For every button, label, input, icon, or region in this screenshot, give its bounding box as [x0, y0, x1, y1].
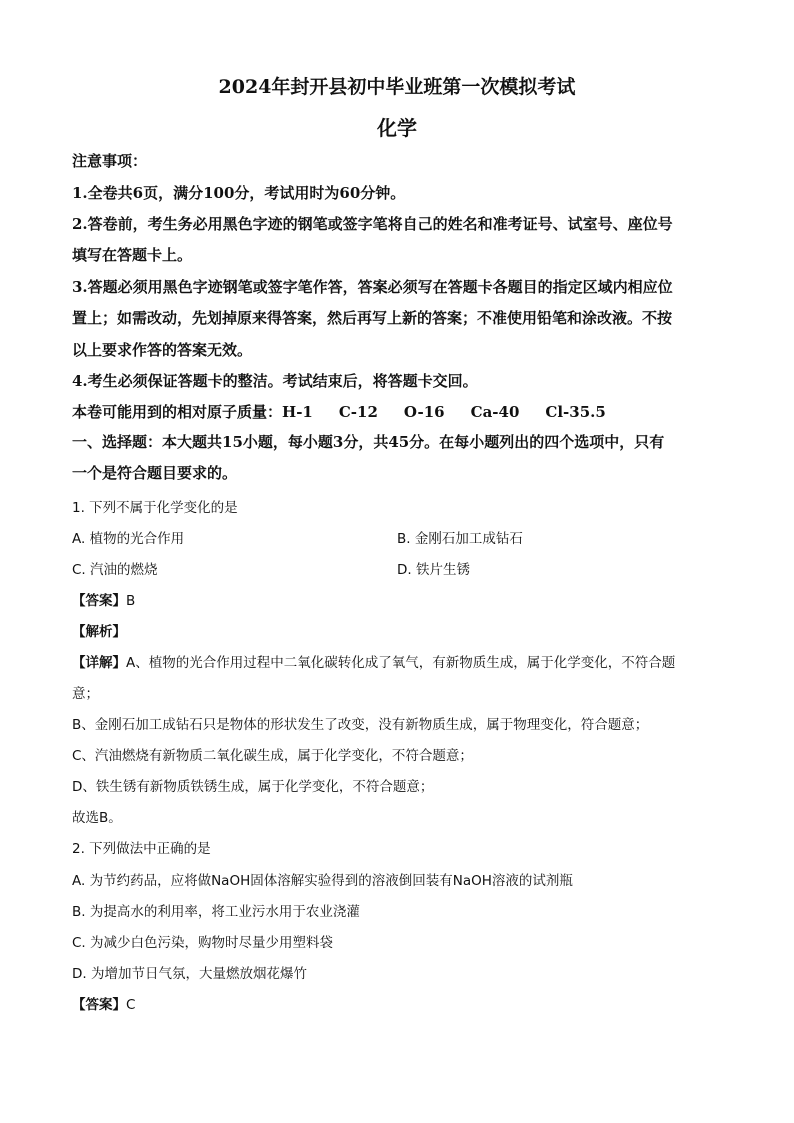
subject-title: 化学 — [377, 116, 417, 140]
mass-o: O-16 — [403, 403, 445, 421]
q1-option-d: D. 铁片生锈 — [397, 562, 470, 578]
q2-option-b: B. 为提高水的利用率，将工业污水用于农业浇灌 — [72, 904, 360, 920]
mass-c: C-12 — [338, 403, 378, 421]
q2-stem: 2. 下列做法中正确的是 — [72, 841, 211, 857]
notice-item-2-cont: 填写在答题卡上。 — [72, 246, 193, 264]
notice-item-1: 1.全卷共6页，满分100分，考试用时为60分钟。 — [72, 184, 406, 202]
q2-answer — [72, 993, 135, 1013]
q1-stem: 1. 下列不属于化学变化的是 — [72, 500, 238, 516]
notice-item-3: 3.答题必须用黑色字迹钢笔或签字笔作答，答案必须写在答题卡各题目的指定区域内相应位 — [72, 278, 673, 296]
q1-analysis — [72, 620, 126, 640]
q1-detail-5: D、铁生锈有新物质铁锈生成，属于化学变化，不符合题意； — [72, 779, 434, 795]
section1-heading: 一、选择题：本大题共15小题，每小题3分，共45分。在每小题列出的四个选项中，只有 — [72, 433, 665, 451]
notice-item-3-cont-1: 置上；如需改动，先划掉原来得答案，然后再写上新的答案；不准使用铅笔和涂改液。不按 — [72, 309, 673, 327]
q1-detail-text-1: A、植物的光合作用过程中二氧化碳转化成了氧气，有新物质生成，属于化学变化，不符合题 — [126, 655, 676, 671]
q1-option-a: A. 植物的光合作用 — [72, 531, 185, 547]
q2-answer-value: C — [126, 997, 136, 1013]
q2-option-a: A. 为节约药品，应将做NaOH固体溶解实验得到的溶液倒回装有NaOH溶液的试剂瓶 — [72, 873, 573, 889]
q1-detail-4: C、汽油燃烧有新物质二氧化碳生成，属于化学变化，不符合题意； — [72, 748, 473, 764]
notice-item-2: 2.答卷前，考生务必用黑色字迹的钢笔或签字笔将自己的姓名和准考证号、试室号、座位号 — [72, 215, 673, 233]
q1-detail-3: B、金刚石加工成钻石只是物体的形状发生了改变，没有新物质生成，属于物理变化，符合题意； — [72, 717, 649, 733]
q2-option-c: C. 为减少白色污染，购物时尽量少用塑料袋 — [72, 935, 334, 951]
mass-cl: Cl-35.5 — [545, 403, 606, 421]
q1-detail-2: 意； — [72, 686, 99, 702]
q1-option-c: C. 汽油的燃烧 — [72, 562, 158, 578]
section1-heading-cont: 一个是符合题目要求的。 — [72, 464, 238, 482]
q1-conclusion: 故选B。 — [72, 810, 122, 826]
answer-tag: 【答案】 — [72, 593, 126, 609]
q1-detail-1 — [72, 651, 675, 671]
notice-item-3-cont-2: 以上要求作答的答案无效。 — [72, 341, 253, 359]
analysis-tag: 【解析】 — [72, 624, 126, 640]
answer-tag: 【答案】 — [72, 997, 126, 1013]
notice-heading: 注意事项： — [72, 152, 148, 170]
mass-h: H-1 — [282, 403, 313, 421]
q1-answer-value: B — [126, 593, 136, 609]
exam-title: 2024年封开县初中毕业班第一次模拟考试 — [218, 76, 576, 98]
q1-option-b: B. 金刚石加工成钻石 — [397, 531, 523, 547]
q1-answer — [72, 589, 135, 609]
mass-ca: Ca-40 — [470, 403, 520, 421]
notice-item-4: 4.考生必须保证答题卡的整洁。考试结束后，将答题卡交回。 — [72, 372, 478, 390]
detail-tag: 【详解】 — [72, 655, 126, 671]
atomic-mass-label: 本卷可能用到的相对原子质量： — [72, 403, 283, 421]
q2-option-d: D. 为增加节日气氛，大量燃放烟花爆竹 — [72, 966, 307, 982]
atomic-mass-line — [72, 401, 606, 422]
